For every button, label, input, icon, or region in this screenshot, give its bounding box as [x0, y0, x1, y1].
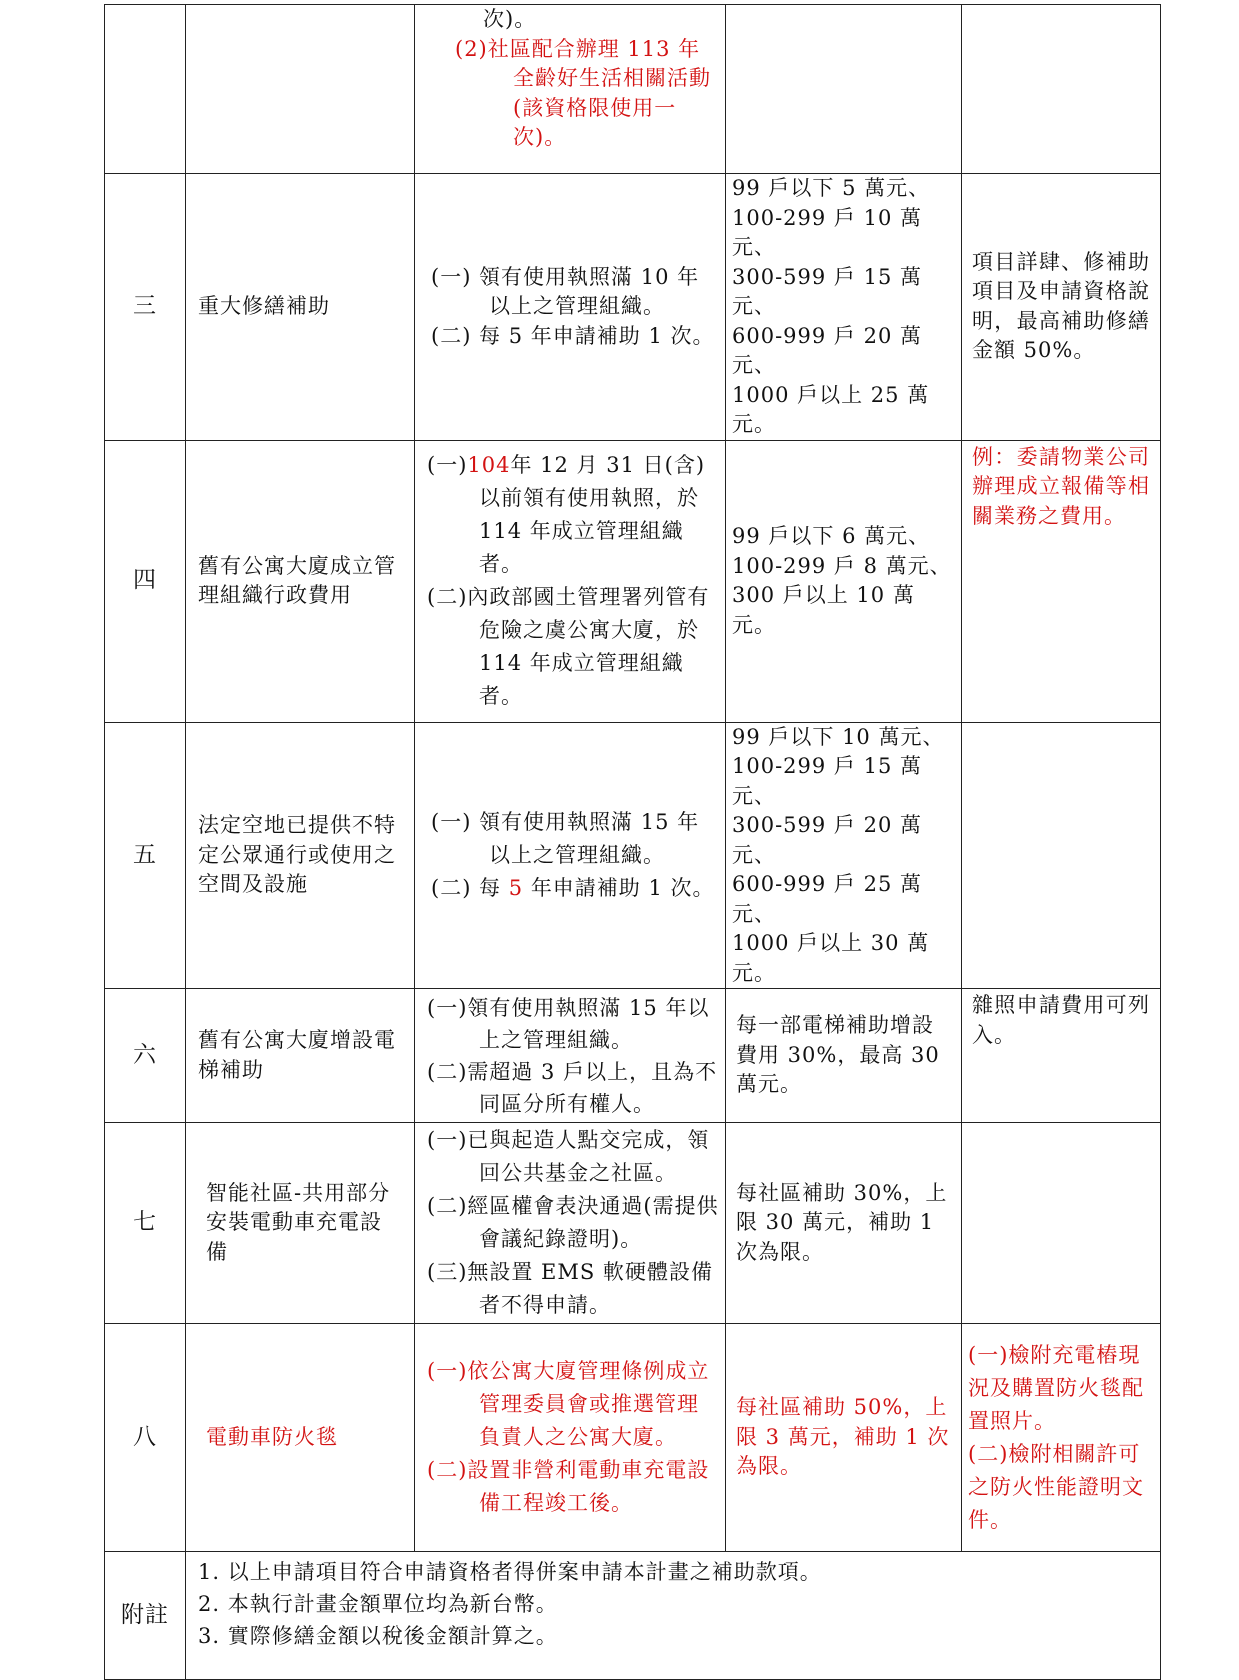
amount-cell: [726, 440, 962, 722]
item-prefix: (一): [427, 453, 468, 477]
amount-line: 100-299 戶 15 萬元、: [732, 754, 923, 808]
qualification-cell: [415, 440, 726, 722]
amount-cell: 每社區補助 50%，上限 3 萬元，補助 1 次為限。: [726, 1324, 962, 1552]
remark-cell: 項目詳肆、修補助項目及申請資格說明，最高補助修繕金額 50%。: [962, 174, 1161, 441]
item-name: 法定空地已提供不特定公眾通行或使用之空間及設施: [186, 722, 415, 989]
remark-cell: [962, 1123, 1161, 1324]
table-row-4: [105, 440, 1161, 722]
table-row-3: [105, 174, 1161, 441]
item-name: [186, 5, 415, 174]
remark-cell: [962, 5, 1161, 174]
amount-line: 600-999 戶 20 萬元、: [732, 323, 923, 377]
qualification-item-1: [421, 449, 719, 581]
notes-label: 附註: [105, 1552, 186, 1680]
table-row-6: [105, 989, 1161, 1123]
amount-line: 600-999 戶 25 萬元、: [732, 872, 923, 926]
qualification-item-2: (2)社區配合辦理 113 年全齡好生活相關活動(該資格限使用一次)。: [455, 36, 711, 149]
qualification-text: 次)。: [483, 7, 537, 31]
amount-line: 99 戶以下 6 萬元、: [732, 524, 931, 548]
notes-cell: [186, 1552, 1161, 1680]
qualification-item-3: (三)無設置 EMS 軟硬體設備者不得申請。: [427, 1260, 713, 1317]
amount-line: 99 戶以下 10 萬元、: [732, 724, 945, 749]
row-number: 六: [105, 989, 186, 1123]
qualification-cell: [415, 1324, 726, 1552]
qualification-cell: [415, 5, 726, 174]
amount-line: 300 戶以上 10 萬元。: [732, 583, 915, 637]
qualification-item-2: (二)設置非營利電動車充電設備工程竣工後。: [427, 1458, 710, 1515]
table-row-8: [105, 1324, 1161, 1552]
remark-cell: [962, 1324, 1161, 1552]
amount-cell: 每社區補助 30%，上限 30 萬元，補助 1 次為限。: [726, 1123, 962, 1324]
notes-row: [105, 1552, 1161, 1680]
amount-cell: 每一部電梯補助增設費用 30%，最高 30 萬元。: [726, 989, 962, 1123]
qualification-item-1: (一)依公寓大廈管理條例成立管理委員會或推選管理負責人之公寓大廈。: [427, 1359, 710, 1449]
qualification-item-2: (二) 每 5 年申請補助 1 次。: [431, 875, 715, 900]
note-item: 3. 實際修繕金額以稅後金額計算之。: [198, 1624, 558, 1648]
remark-cell: 雜照申請費用可列入。: [962, 989, 1161, 1123]
row-number: [105, 5, 186, 174]
qualification-item-1: (一)已與起造人點交完成，領回公共基金之社區。: [427, 1128, 710, 1185]
amount-line: 1000 戶以上 25 萬元。: [732, 382, 930, 436]
year-highlight: 104: [467, 453, 511, 477]
row-number: 七: [105, 1123, 186, 1324]
table-row-5: [105, 722, 1161, 989]
subsidy-table: [104, 4, 1161, 1680]
amount-line: 1000 戶以上 30 萬元。: [732, 931, 930, 985]
item-name: 舊有公寓大廈成立管理組織行政費用: [186, 440, 415, 722]
amount-line: 100-299 戶 10 萬元、: [732, 205, 923, 259]
interval-highlight: 5: [508, 875, 524, 900]
qualification-item-2: (二)需超過 3 戶以上，且為不同區分所有權人。: [427, 1059, 718, 1116]
row-number: 三: [105, 174, 186, 441]
qualification-item-1: (一) 領有使用執照滿 10 年以上之管理組織。: [431, 264, 700, 318]
note-item: 1. 以上申請項目符合申請資格者得併案申請本計畫之補助款項。: [198, 1560, 822, 1584]
qualification-item-2: (二)經區權會表決通過(需提供會議紀錄證明)。: [427, 1194, 719, 1251]
item-name: 電動車防火毯: [186, 1324, 415, 1552]
amount-line: 100-299 戶 8 萬元、: [732, 553, 952, 578]
amount-cell: [726, 722, 962, 989]
item-text: 年 12 月 31 日(含)以前領有使用執照，於 114 年成立管理組織者。: [479, 453, 706, 576]
amount-cell: [726, 174, 962, 441]
amount-line: 99 戶以下 5 萬元、: [732, 176, 931, 200]
amount-line: 300-599 戶 15 萬元、: [732, 264, 923, 318]
remark-cell: 例：委請物業公司辦理成立報備等相關業務之費用。: [962, 440, 1161, 722]
table-row-7: [105, 1123, 1161, 1324]
qualification-item-2: (二)內政部國土管理署列管有危險之虞公寓大廈，於 114 年成立管理組織者。: [427, 585, 710, 708]
row-number: 八: [105, 1324, 186, 1552]
qualification-item-2: (二) 每 5 年申請補助 1 次。: [431, 323, 715, 348]
qualification-cell: [415, 174, 726, 441]
remark-item-1: (一)檢附充電樁現況及購置防火毯配置照片。: [968, 1342, 1144, 1433]
qualification-cell: [415, 722, 726, 989]
item-name: 智能社區-共用部分安裝電動車充電設備: [186, 1123, 415, 1324]
row-number: 五: [105, 722, 186, 989]
item-name: 重大修繕補助: [186, 174, 415, 441]
amount-cell: [726, 5, 962, 174]
remark-item-2: (二)檢附相關許可之防火性能證明文件。: [968, 1441, 1144, 1532]
row-number: 四: [105, 440, 186, 722]
qualification-cell: [415, 989, 726, 1123]
item-name: 舊有公寓大廈增設電梯補助: [186, 989, 415, 1123]
remark-cell: [962, 722, 1161, 989]
qualification-cell: [415, 1123, 726, 1324]
amount-line: 300-599 戶 20 萬元、: [732, 813, 923, 867]
qualification-item-1: (一)領有使用執照滿 15 年以上之管理組織。: [427, 995, 710, 1052]
note-item: 2. 本執行計畫金額單位均為新台幣。: [198, 1592, 558, 1616]
table-row-continued: [105, 5, 1161, 174]
qualification-item-1: (一) 領有使用執照滿 15 年以上之管理組織。: [431, 809, 700, 867]
